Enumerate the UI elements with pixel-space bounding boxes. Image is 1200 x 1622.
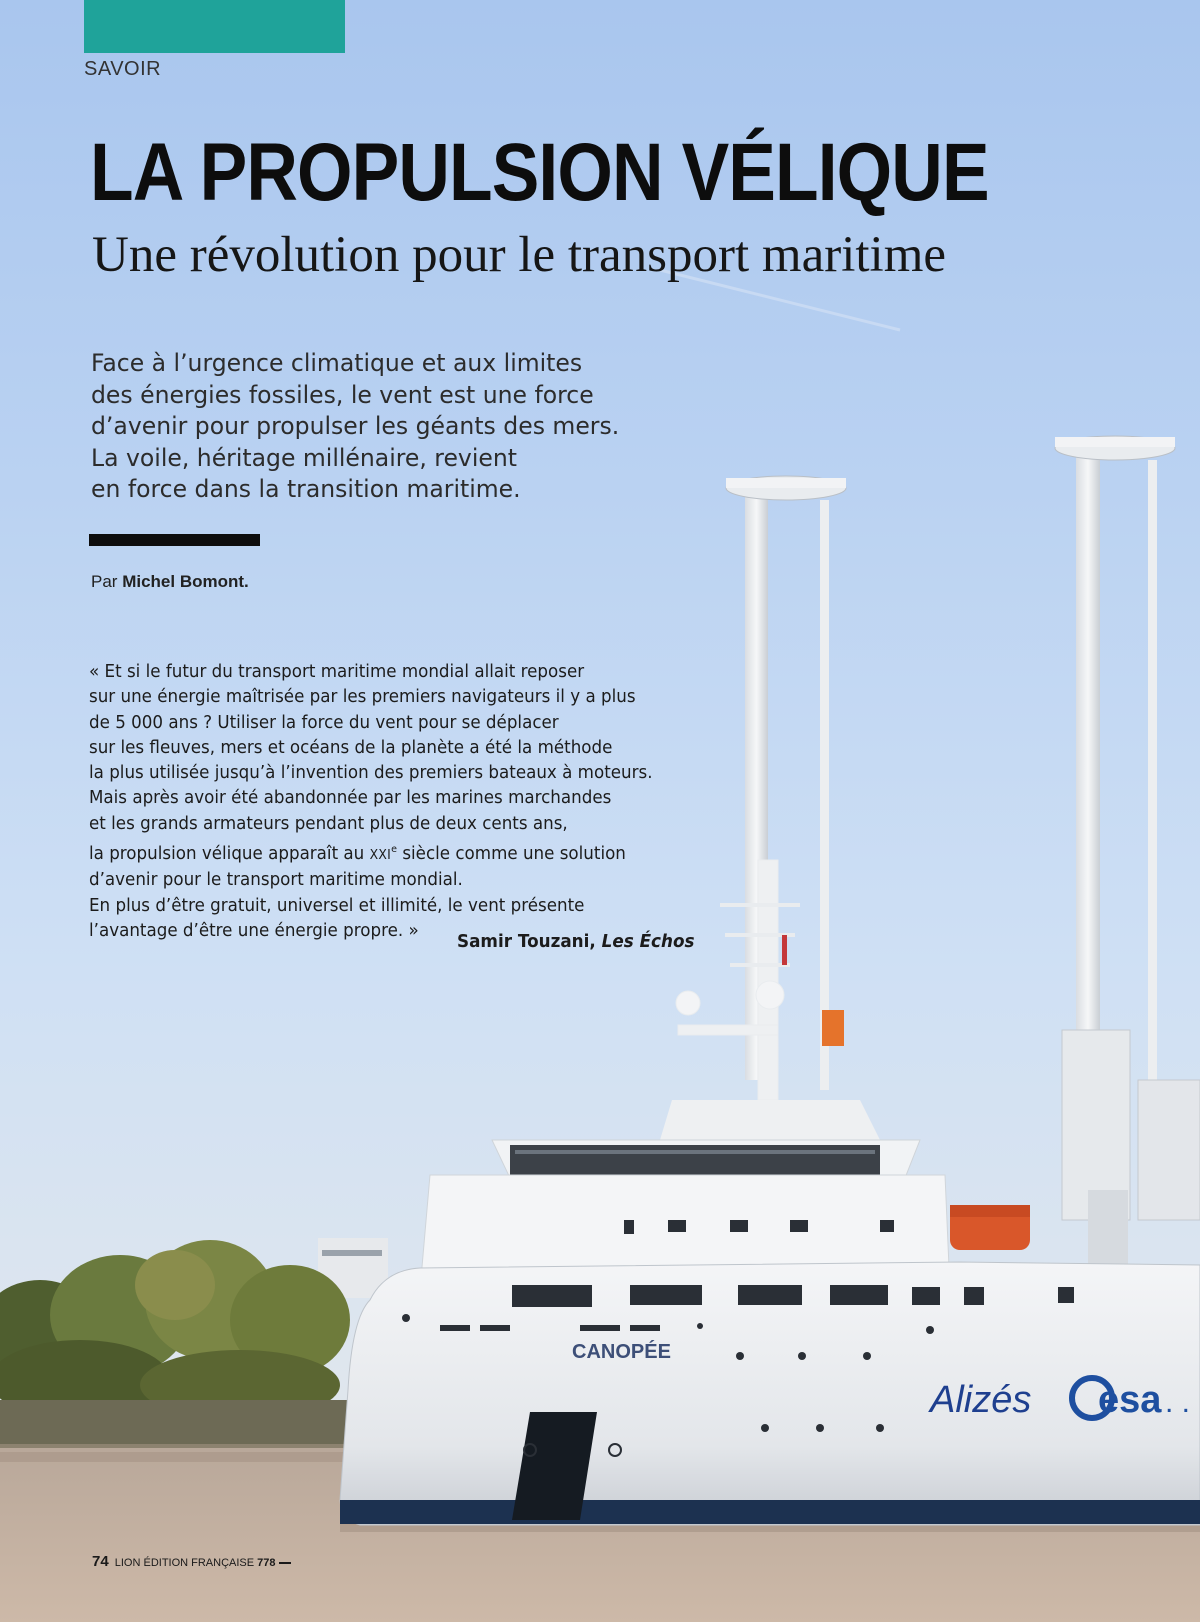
page-subtitle: Une révolution pour le transport maritime — [92, 227, 947, 283]
separator-rule — [89, 534, 260, 546]
quote-line — [89, 837, 681, 868]
quote-line: En plus d’être gratuit, universel et illimité, le vent présente — [89, 895, 585, 916]
byline-author: Michel Bomont. — [122, 572, 249, 591]
quote-line: la plus utilisée jusqu’à l’invention des premiers bateaux à moteurs. — [89, 763, 653, 784]
quote-text: la propulsion vélique apparaît au — [89, 843, 370, 864]
livery-alizes: Alizés — [930, 1379, 1032, 1421]
folio-dash — [279, 1562, 291, 1564]
quote-line: « Et si le futur du transport maritime mondial allait reposer — [89, 662, 585, 682]
wingsail-mast-right — [1055, 436, 1200, 1280]
quote-attribution — [457, 932, 695, 952]
quote-line: sur une énergie maîtrisée par les premiers navigateurs il y a plus — [89, 687, 636, 708]
attribution-source: Les Échos — [601, 932, 695, 952]
page-folio — [92, 1553, 291, 1570]
lede-line: des énergies fossiles, le vent est une force — [91, 380, 594, 409]
tree-line — [0, 1240, 350, 1420]
lede-line: d’avenir pour propulser les géants des mers. — [91, 412, 620, 440]
quote-line: sur les fleuves, mers et océans de la planète a été la méthode — [89, 737, 613, 758]
livery-dots: . . — [1165, 1386, 1191, 1419]
century-suffix: e — [391, 844, 398, 856]
quote-line: de 5 000 ans ? Utiliser la force du vent pour se déplacer — [89, 712, 559, 733]
page-title: LA PROPULSION VÉLIQUE — [90, 127, 989, 218]
ship-name: CANOPÉE — [572, 1341, 671, 1363]
century-numeral: XXI — [369, 847, 392, 863]
quote-line: Mais après avoir été abandonnée par les marines marchandes — [89, 788, 612, 809]
quote-line: et les grands armateurs pendant plus de deux cents ans, — [89, 813, 568, 834]
attribution-name: Samir Touzani, — [457, 932, 602, 952]
lede-line: Face à l’urgence climatique et aux limites — [91, 349, 583, 377]
magazine-name: LION ÉDITION FRANÇAISE — [114, 1557, 255, 1569]
quote-text: siècle comme une solution — [397, 843, 626, 864]
byline-prefix: Par — [91, 572, 118, 591]
pull-quote — [89, 660, 681, 944]
section-color-bar — [84, 0, 345, 53]
flag — [822, 1010, 844, 1046]
bridge-windows — [510, 1145, 880, 1175]
quote-line: d’avenir pour le transport maritime mondial. — [89, 870, 463, 891]
quote-line: l’avantage d’être une énergie propre. » — [89, 920, 419, 941]
lede-paragraph — [91, 348, 699, 506]
livery-esa: esa — [1098, 1379, 1162, 1421]
lede-line: en force dans la transition maritime. — [91, 475, 521, 503]
radar-mast — [676, 860, 800, 1100]
lede-line: La voile, héritage millénaire, revient — [91, 443, 517, 472]
section-label: SAVOIR — [84, 58, 162, 80]
issue-number: 778 — [257, 1557, 276, 1569]
wingsail-mast-left — [726, 476, 846, 1090]
byline — [91, 572, 249, 592]
page-number: 74 — [92, 1553, 109, 1570]
